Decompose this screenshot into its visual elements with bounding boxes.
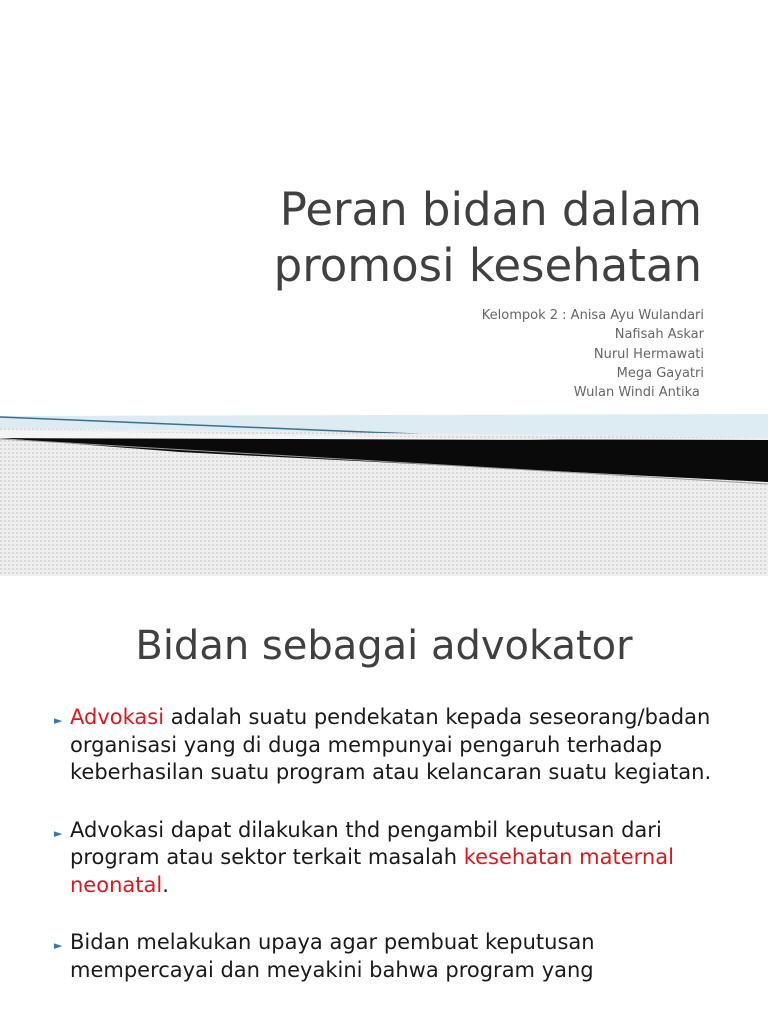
bullet-text: Bidan melakukan upaya agar pembuat keputusan mempercayai dan meyakini bahwa program yang [70, 930, 595, 982]
subtitle-line: Nurul Hermawati [593, 346, 704, 362]
slide-title-line: promosi kesehatan [273, 239, 702, 292]
subtitle-line: Kelompok 2 : Anisa Ayu Wulandari [481, 308, 704, 323]
slide-subtitle [482, 306, 704, 402]
bullet-text-highlight: kesehatan maternal neonatal [70, 845, 674, 897]
bullet-text: Advokasi dapat dilakukan thd pengambil keputusan dari program atau sektor terkait masalah [70, 817, 662, 869]
subtitle-line: Nafisah Askar [614, 327, 704, 343]
bullet-item [50, 817, 730, 900]
slide-title-line: Peran bidan dalam [279, 183, 702, 236]
decorative-band [0, 400, 768, 576]
content-slide [0, 576, 768, 1024]
subtitle-line: Mega Gayatri [616, 365, 704, 381]
bullet-item [50, 929, 730, 984]
slide-title [62, 182, 702, 294]
bullet-text-highlight: Advokasi [70, 705, 165, 729]
bullet-text: . [162, 872, 169, 897]
slide-title: Bidan sebagai advokator [135, 623, 633, 669]
triangle-bullet-icon: ► [54, 826, 63, 840]
bullet-text: adalah suatu pendekatan kepada seseorang/badan organisasi yang di duga mempunyai pengaruh terhadap keberhasilan suatu program atau kelancaran suatu kegiatan. [70, 705, 712, 784]
triangle-bullet-icon: ► [54, 714, 63, 727]
triangle-bullet-icon: ► [54, 939, 63, 952]
bullet-item [50, 704, 730, 787]
bullet-list [50, 704, 730, 1014]
subtitle-line: Wulan Windi Antika [573, 385, 704, 401]
